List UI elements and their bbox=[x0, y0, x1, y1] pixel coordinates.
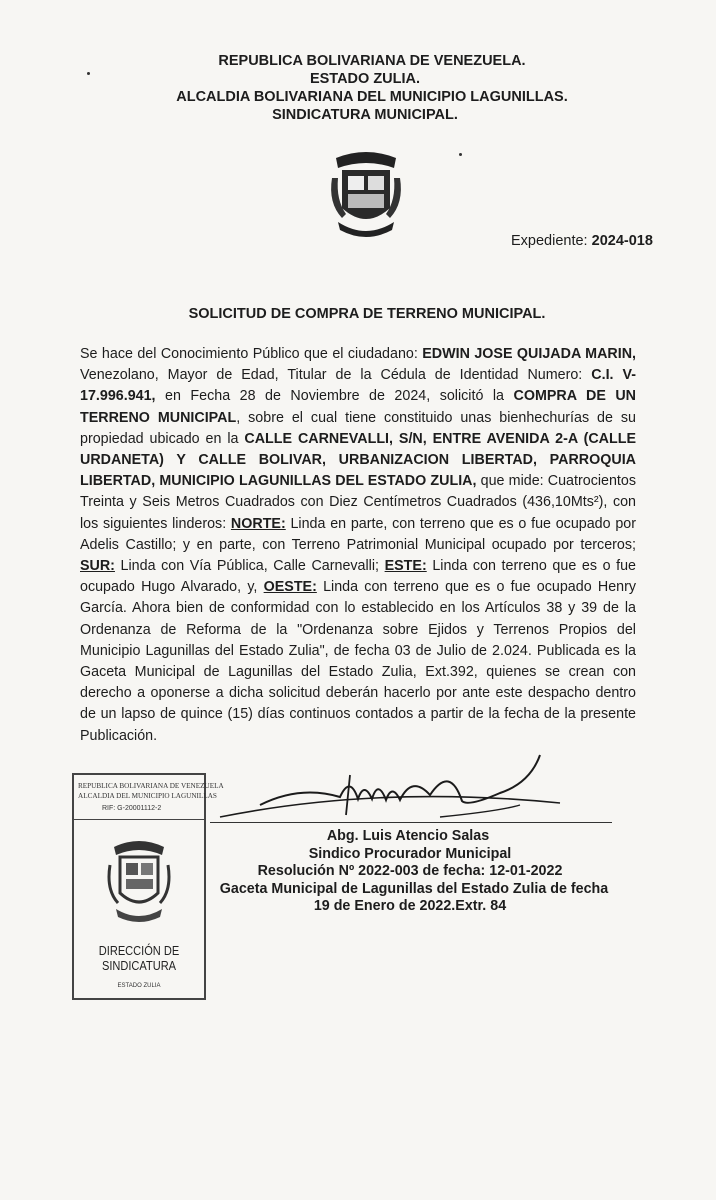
stamp-divider bbox=[72, 819, 206, 820]
stamp-line-republic: REPUBLICA BOLIVARIANA DE VENEZUELA bbox=[78, 782, 224, 790]
file-number bbox=[511, 233, 653, 249]
text-run: , sobre el cual tiene constituido unas bienhechurías de su propiedad ubicado en la bbox=[80, 409, 637, 447]
speck bbox=[459, 153, 462, 156]
signer-gaceta-date: 19 de Enero de 2022.Extr. 84 bbox=[313, 898, 507, 914]
letterhead-office: SINDICATURA MUNICIPAL. bbox=[272, 107, 458, 123]
property-address: CALLE CARNEVALLI, S/N, ENTRE AVENIDA 2-A (CALLE URDANETA) Y CALLE BOLIVAR, URBANIZACION LIBERTAD, PARROQUIA LIBERTAD, MUNICIPIO LAGUNILLAS DEL ESTADO ZULIA, bbox=[80, 430, 636, 490]
text-run: que mide: Cuatrocientos Treinta y Seis Metros Cuadrados con Diez Centímetros Cuadrados (436,10Mts²), con los siguientes linderos: bbox=[80, 473, 636, 532]
stamp-dir-line1: DIRECCIÓN DE bbox=[98, 943, 180, 958]
applicant-name: EDWIN JOSE QUIJADA MARIN, bbox=[422, 346, 636, 362]
letterhead-municipality: ALCALDIA BOLIVARIANA DEL MUNICIPIO LAGUNILLAS. bbox=[176, 89, 568, 105]
text-run: Linda con terreno que es o fue ocupado Henry García. Ahora bien de conformidad con lo establecido en los Artículos 38 y 39 de la Ordenanza de Reforma de la "Ordenanza sobre Ejidos y Terrenos Propios del Municipio Lagunillas del Estado Zulia", de fecha 03 de Julio de 2.024. Publicada es la Gaceta Municipal de Lagunillas del Estado Zulia, Ext.392, quienes se crean con derecho a oponerse a dicha solicitud deberán hacerlo por ante este despacho dentro de un lapso de quince (15) días continuos contados a partir de la fecha de la presente Publicación. bbox=[80, 579, 637, 744]
file-number-label: Expediente: bbox=[511, 233, 588, 249]
letterhead-state: ESTADO ZULIA. bbox=[309, 71, 421, 87]
stamp-line-alcaldia: ALCALDIA DEL MUNICIPIO LAGUNILLAS bbox=[78, 792, 217, 800]
letterhead bbox=[0, 52, 716, 124]
boundary-west-label: OESTE: bbox=[263, 579, 317, 596]
signer-resolution: Resolución Nº 2022-003 de fecha: 12-01-2022 bbox=[257, 863, 563, 879]
signer-name: Abg. Luis Atencio Salas bbox=[326, 828, 490, 844]
body-paragraph bbox=[80, 344, 636, 747]
text-run: Linda con terreno que es o fue ocupado Hugo Alvarado, y, bbox=[80, 558, 637, 596]
stamp-dir-line2: SINDICATURA bbox=[101, 958, 177, 973]
signer-gaceta: Gaceta Municipal de Lagunillas del Estado Zulia de fecha bbox=[219, 880, 609, 897]
id-number: C.I. V-17.996.941, bbox=[80, 367, 636, 405]
text-run: Venezolano, Mayor de Edad, Titular de la Cédula de Identidad Numero: bbox=[80, 367, 592, 384]
coat-of-arms-icon bbox=[328, 148, 404, 240]
document-title: SOLICITUD DE COMPRA DE TERRENO MUNICIPAL. bbox=[188, 306, 546, 322]
text-run: en Fecha 28 de Noviembre de 2024, solicitó la bbox=[155, 388, 514, 405]
boundary-east-label: ESTE: bbox=[384, 558, 427, 575]
boundary-north-label: NORTE: bbox=[230, 515, 286, 532]
file-number-value: 2024-018 bbox=[591, 233, 653, 249]
stamp-rif: RIF: G-20001112-2 bbox=[102, 805, 162, 812]
signer-block bbox=[150, 828, 630, 916]
letterhead-country: REPUBLICA BOLIVARIANA DE VENEZUELA. bbox=[218, 53, 526, 69]
signature-line bbox=[210, 822, 612, 823]
boundary-south-label: SUR: bbox=[80, 558, 115, 575]
text-run: Se hace del Conocimiento Público que el ciudadano: bbox=[80, 346, 423, 362]
text-run: Linda en parte, con terreno que es o fue ocupado por Adelis Castillo; y en parte, con Terreno Patrimonial Municipal ocupado por terceros; bbox=[80, 515, 636, 553]
request-type: COMPRA DE UN TERRENO MUNICIPAL bbox=[80, 388, 636, 426]
stamp-state: ESTADO ZULIA bbox=[117, 983, 161, 989]
signer-role: Sindico Procurador Municipal bbox=[308, 845, 512, 862]
stamp-department bbox=[84, 943, 195, 973]
text-run: Linda con Vía Pública, Calle Carnevalli; bbox=[114, 558, 385, 575]
